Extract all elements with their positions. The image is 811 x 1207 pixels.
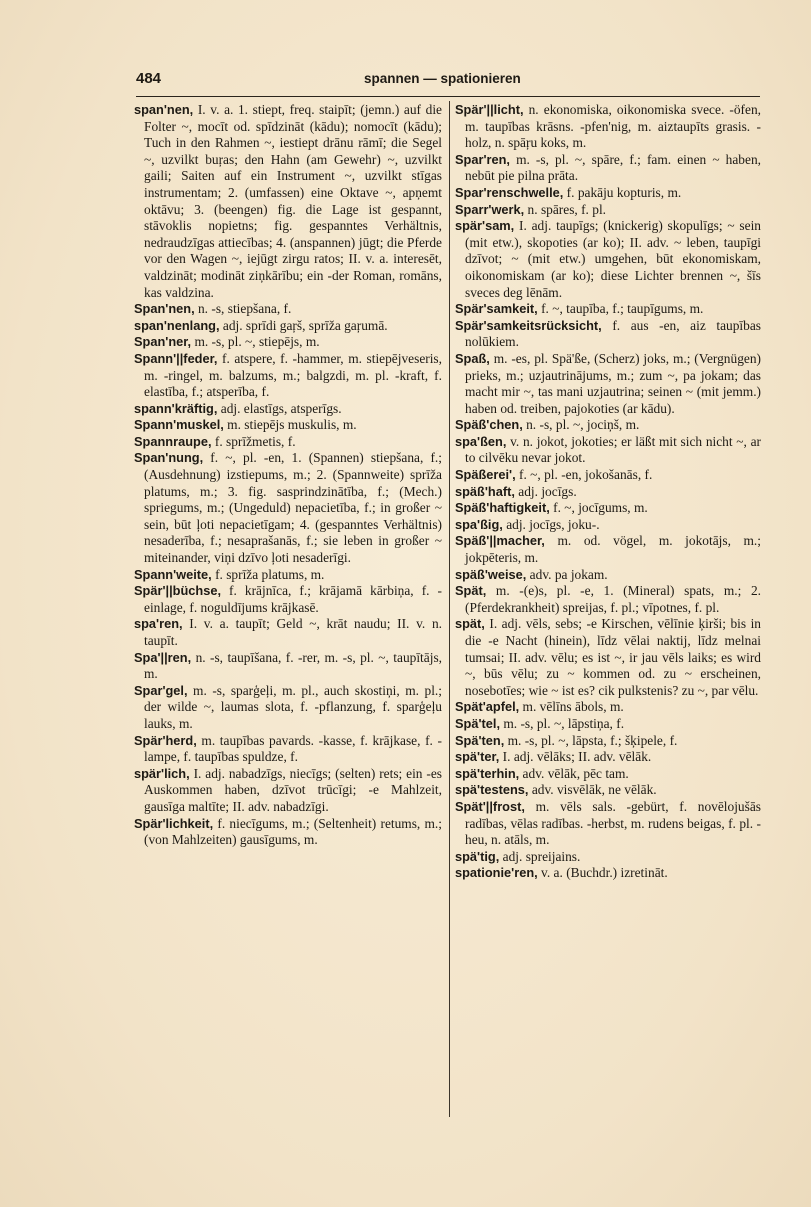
- entry-definition: n. spāres, f. pl.: [524, 201, 607, 217]
- dictionary-entry: [455, 865, 761, 882]
- entry-headword: spa'ren,: [134, 616, 183, 632]
- entry-definition: m. taupības pavards. -kasse, f. krājkase, f. -lampe, f. taupības spuldze, f.: [144, 732, 442, 765]
- entry-definition: f. ~, pl. -en, 1. (Spannen) stiepšana, f.; (Ausdehnung) izstiepums, m.; 2. (Spannweite) sprīža platums, m.; 3. fig. sasprindzinātība, f.; (Mech.) spriegums, m.; (Ungeduld) nepacietība, f.; in großer ~ sein, būt ļoti nepacietīgam; 4. (gespanntes Verhältnis) nesaderība, f.; nesaprašanās, f.; sie leben in großer ~ miteinander, viņi dzīvo ļoti nesaderīgi.: [144, 450, 442, 566]
- dictionary-entry: [455, 467, 761, 484]
- entry-headword: Späß'chen,: [455, 417, 523, 433]
- entry-headword: Spar'ren,: [455, 151, 510, 167]
- dictionary-entry: [134, 816, 442, 849]
- entry-headword: Spannraupe,: [134, 433, 212, 449]
- entry-definition: n. ekonomiska, oikonomiska svece. -öfen, m. taupības krāsns. -pfen'nig, m. aiztaupīts grasis. -holz, n. spāŗu koks, m.: [465, 102, 761, 151]
- entry-definition: I. adj. vēls, sebs; -e Kirschen, vēlīnie ķirši; bis in die -e Nacht (hinein), līdz vēlai naktij, līdz melnai tumsai; II. adv. vēlu; es ist ~, ir jau vēls laiks; es wird ~, būs vēlu; zu ~ kommen od. zu ~ erscheinen, nosebotīes; wie ~ ist es? cik pulkstenis? zu ~, par vēlu.: [465, 616, 761, 698]
- entry-definition: m. -es, pl. Spä'ße, (Scherz) joks, m.; (Vergnügen) prieks, m.; uzjautrinājums, m.; zum ~, pa jokam; das macht mir ~, tas mani uzjautrina; seinen ~ (mit jemm.) haben od. treiben, pajokoties (ar kādu).: [465, 350, 761, 416]
- entry-headword: spä'terhin,: [455, 765, 520, 781]
- left-column: [134, 102, 442, 849]
- entry-definition: I. v. a. taupīt; Geld ~, krāt naudu; II. v. n. taupīt.: [144, 616, 442, 648]
- dictionary-entry: [455, 716, 761, 733]
- entry-definition: I. adj. vēlāks; II. adv. vēlāk.: [499, 749, 652, 765]
- entry-headword: Spär'||licht,: [455, 102, 524, 117]
- entry-headword: Sparr'werk,: [455, 201, 525, 217]
- entry-headword: Späß'haftigkeit,: [455, 500, 550, 516]
- dictionary-entry: [455, 699, 761, 716]
- entry-headword: spät,: [455, 616, 485, 632]
- entry-headword: Spä'tel,: [455, 715, 501, 731]
- entry-headword: Span'nung,: [134, 450, 204, 466]
- dictionary-entry: [455, 749, 761, 766]
- dictionary-entry: [455, 301, 761, 318]
- dictionary-entry: [455, 351, 761, 417]
- entry-headword: Spann'weite,: [134, 566, 212, 582]
- dictionary-entry: [134, 683, 442, 733]
- entry-headword: späß'haft,: [455, 483, 515, 499]
- entry-headword: spationie'ren,: [455, 865, 538, 881]
- entry-headword: Span'nen,: [134, 301, 195, 317]
- entry-headword: spä'ter,: [455, 749, 500, 765]
- dictionary-entry: [134, 450, 442, 566]
- entry-definition: I. adj. nabadzīgs, niecīgs; (selten) rets; ein -es Auskommen haben, dzīvot trūcīgi; -e Mahlzeit, gausīga maltīte; II. adv. nabadzīgi.: [144, 765, 442, 814]
- entry-headword: Späßerei',: [455, 467, 516, 483]
- entry-headword: span'nenlang,: [134, 317, 220, 333]
- entry-headword: Spär'lichkeit,: [134, 815, 214, 831]
- entry-definition: n. -s, pl. ~, jociņš, m.: [522, 417, 640, 433]
- entry-definition: n. -s, stiepšana, f.: [194, 301, 292, 317]
- dictionary-entry: [134, 766, 442, 816]
- entry-definition: m. -s, pl. ~, lāpstiņa, f.: [500, 715, 625, 731]
- entry-definition: f. sprīža platums, m.: [211, 566, 325, 582]
- entry-definition: f. ~, pl. -en, jokošanās, f.: [515, 467, 653, 483]
- dictionary-entry: [134, 351, 442, 401]
- dictionary-entry: [455, 766, 761, 783]
- entry-definition: m. od. vögel, m. jokotājs, m.; jokpēteris, m.: [465, 533, 761, 566]
- entry-definition: f. ~, taupība, f.; taupīgums, m.: [537, 301, 704, 317]
- entry-definition: v. a. (Buchdr.) izretināt.: [537, 865, 668, 881]
- dictionary-entry: [455, 152, 761, 185]
- entry-definition: m. -s, pl. ~, lāpsta, f.; šķipele, f.: [504, 732, 678, 748]
- entry-headword: Späß'||macher,: [455, 533, 545, 549]
- entry-definition: f. krājnīca, f.; krājamā kārbiņa, f. -einlage, f. noguldījums krājkasē.: [144, 583, 442, 615]
- entry-headword: Spär'herd,: [134, 732, 197, 748]
- dictionary-entry: [455, 417, 761, 434]
- entry-definition: f. niecīgums, m.; (Seltenheit) retums, m.; (von Mahlzeiten) gausīgums, m.: [144, 815, 442, 848]
- entry-definition: f. atspere, f. -hammer, m. stiepējveseris, m. -ringel, m. balzums, m.; balgzdi, m. pl. -kraft, f. elastība, f.; atsperība, f.: [144, 350, 442, 400]
- dictionary-entry: [455, 500, 761, 517]
- dictionary-entry: [455, 533, 761, 566]
- entry-definition: m. vēlīns ābols, m.: [519, 699, 624, 715]
- entry-headword: spä'tig,: [455, 848, 500, 864]
- entry-definition: adj. elastīgs, atsperīgs.: [217, 400, 342, 416]
- entry-definition: f. pakāju kopturis, m.: [563, 184, 682, 200]
- header-rule: [136, 96, 760, 97]
- entry-headword: spa'ßen,: [455, 433, 507, 449]
- dictionary-entry: [134, 318, 442, 335]
- entry-definition: m. -s, pl. ~, spāre, f.; fam. einen ~ haben, nebūt pie pilna prāta.: [465, 151, 761, 184]
- entry-headword: späß'weise,: [455, 566, 527, 582]
- dictionary-entry: [455, 616, 761, 699]
- entry-definition: adj. spreijains.: [499, 848, 581, 864]
- entry-definition: m. -(e)s, pl. -e, 1. (Mineral) spats, m.; 2. (Pferdekrankheit) spreijas, f. pl.; vīpotnes, f. pl.: [465, 583, 761, 615]
- entry-headword: Spar'gel,: [134, 682, 188, 698]
- entry-definition: adj. sprīdi gaŗš, sprīža gaŗumā.: [219, 317, 388, 333]
- entry-definition: m. stiepējs muskulis, m.: [223, 417, 357, 433]
- entry-headword: Spär'samkeitsrücksicht,: [455, 317, 602, 333]
- entry-headword: spa'ßig,: [455, 516, 503, 532]
- entry-headword: Spar'renschwelle,: [455, 184, 564, 200]
- dictionary-entry: [134, 567, 442, 584]
- entry-definition: I. adj. taupīgs; (knickerig) skopulīgs; ~ sein (mit etw.), skopoties (ar ko); II. adv. ~ leben, taupīgi dzīvot; ~ (mit etw.) umgehen, būt ekonomiskam, oikonomiskam (ar ko); diese Lichter brennen ~, šīs sveces deg lēnām.: [465, 218, 761, 300]
- dictionary-entry: [134, 334, 442, 351]
- entry-definition: v. n. jokot, jokoties; er läßt mit sich nicht ~, ar to cilvēku nevar jokot.: [465, 433, 761, 466]
- dictionary-entry: [134, 583, 442, 616]
- entry-definition: m. vēls sals. -gebürt, f. novēlojušās radības, vēlas radības. -herbst, m. rudens beigas, f. pl. -heu, n. atāls, m.: [465, 798, 761, 848]
- dictionary-entry: [455, 318, 761, 351]
- entry-headword: span'nen,: [134, 102, 194, 117]
- dictionary-entry: [455, 799, 761, 849]
- right-column: [455, 102, 761, 882]
- entry-headword: Spät'||frost,: [455, 798, 525, 814]
- entry-headword: spann'kräftig,: [134, 400, 218, 416]
- entry-definition: adj. jocīgs, joku-.: [502, 516, 600, 532]
- entry-definition: I. v. a. 1. stiept, freq. staipīt; (jemn.) auf die Folter ~, mocīt od. spīdzināt (kādu); nomocīt (kādu); Tuch in den Rahmen ~, iestiept drānu rāmī; die Segel ~, uzvilkt buŗas; den Hahn (am Gewehr) ~, uzvilkt gaili; Saiten auf ein Instrument ~, uzvilkt stīgas instrumentam; 2. (umfassen) eine Oktave ~, apņemt oktāvu; 3. (beengen) fig. die Lage ist gespannt, stāvoklis nopietns; fig. gespanntes Verhältnis, nedraudzīgas attiecības; 4. (anspannen) jūgt; die Pferde vor den Wagen ~, iejūgt zirgu ratos; II. v. a. interesēt, valdzināt; modināt ziņkārību; ein -der Roman, romāns, kas valdzina.: [144, 102, 442, 300]
- page-header: [136, 70, 760, 94]
- dictionary-entry: [134, 301, 442, 318]
- dictionary-entry: [134, 434, 442, 451]
- entry-definition: adv. visvēlāk, ne vēlāk.: [528, 782, 657, 798]
- column-divider: [449, 101, 450, 1117]
- dictionary-entry: [134, 401, 442, 418]
- dictionary-entry: [455, 583, 761, 616]
- dictionary-entry: [455, 782, 761, 799]
- entry-headword: Spär'samkeit,: [455, 301, 538, 317]
- dictionary-entry: [134, 650, 442, 683]
- entry-headword: Spär'||büchse,: [134, 583, 222, 599]
- entry-headword: Spann'muskel,: [134, 417, 224, 433]
- entry-headword: spär'lich,: [134, 765, 190, 781]
- dictionary-entry: [455, 567, 761, 584]
- dictionary-entry: [455, 849, 761, 866]
- entry-headword: Spa'||ren,: [134, 649, 192, 665]
- entry-definition: f. aus -en, aiz taupības nolūkiem.: [465, 317, 761, 350]
- entry-definition: m. -s, pl. ~, stiepējs, m.: [191, 334, 320, 350]
- dictionary-entry: [134, 733, 442, 766]
- entry-headword: Spann'||feder,: [134, 350, 218, 366]
- dictionary-entry: [455, 733, 761, 750]
- entry-headword: Spät'apfel,: [455, 699, 520, 715]
- entry-headword: Spät,: [455, 583, 487, 599]
- entry-headword: Spä'ten,: [455, 732, 505, 748]
- entry-headword: Span'ner,: [134, 334, 192, 350]
- dictionary-entry: [455, 218, 761, 301]
- entry-definition: adv. pa jokam.: [526, 566, 608, 582]
- entry-headword: spär'sam,: [455, 218, 515, 234]
- entry-definition: f. sprīžmetis, f.: [211, 433, 296, 449]
- dictionary-entry: [134, 102, 442, 301]
- entry-headword: Spaß,: [455, 350, 490, 366]
- dictionary-entry: [134, 616, 442, 649]
- entry-headword: spä'testens,: [455, 782, 529, 798]
- dictionary-entry: [134, 417, 442, 434]
- entry-definition: m. -s, sparģeļi, m. pl., auch skostiņi, m. pl.; der wilde ~, laumas slota, f. -pflanzung, f. sparģeļu lauks, m.: [144, 682, 442, 731]
- dictionary-entry: [455, 484, 761, 501]
- entry-definition: f. ~, jocīgums, m.: [549, 500, 648, 516]
- entry-definition: n. -s, taupīšana, f. -rer, m. -s, pl. ~, taupītājs, m.: [144, 649, 442, 682]
- entry-definition: adj. jocīgs.: [514, 483, 577, 499]
- running-head: spannen — spationieren: [364, 71, 521, 86]
- dictionary-entry: [455, 102, 761, 152]
- entry-definition: adv. vēlāk, pēc tam.: [519, 765, 629, 781]
- dictionary-entry: [455, 185, 761, 202]
- dictionary-entry: [455, 202, 761, 219]
- dictionary-entry: [455, 517, 761, 534]
- page-number: 484: [136, 70, 162, 87]
- dictionary-entry: [455, 434, 761, 467]
